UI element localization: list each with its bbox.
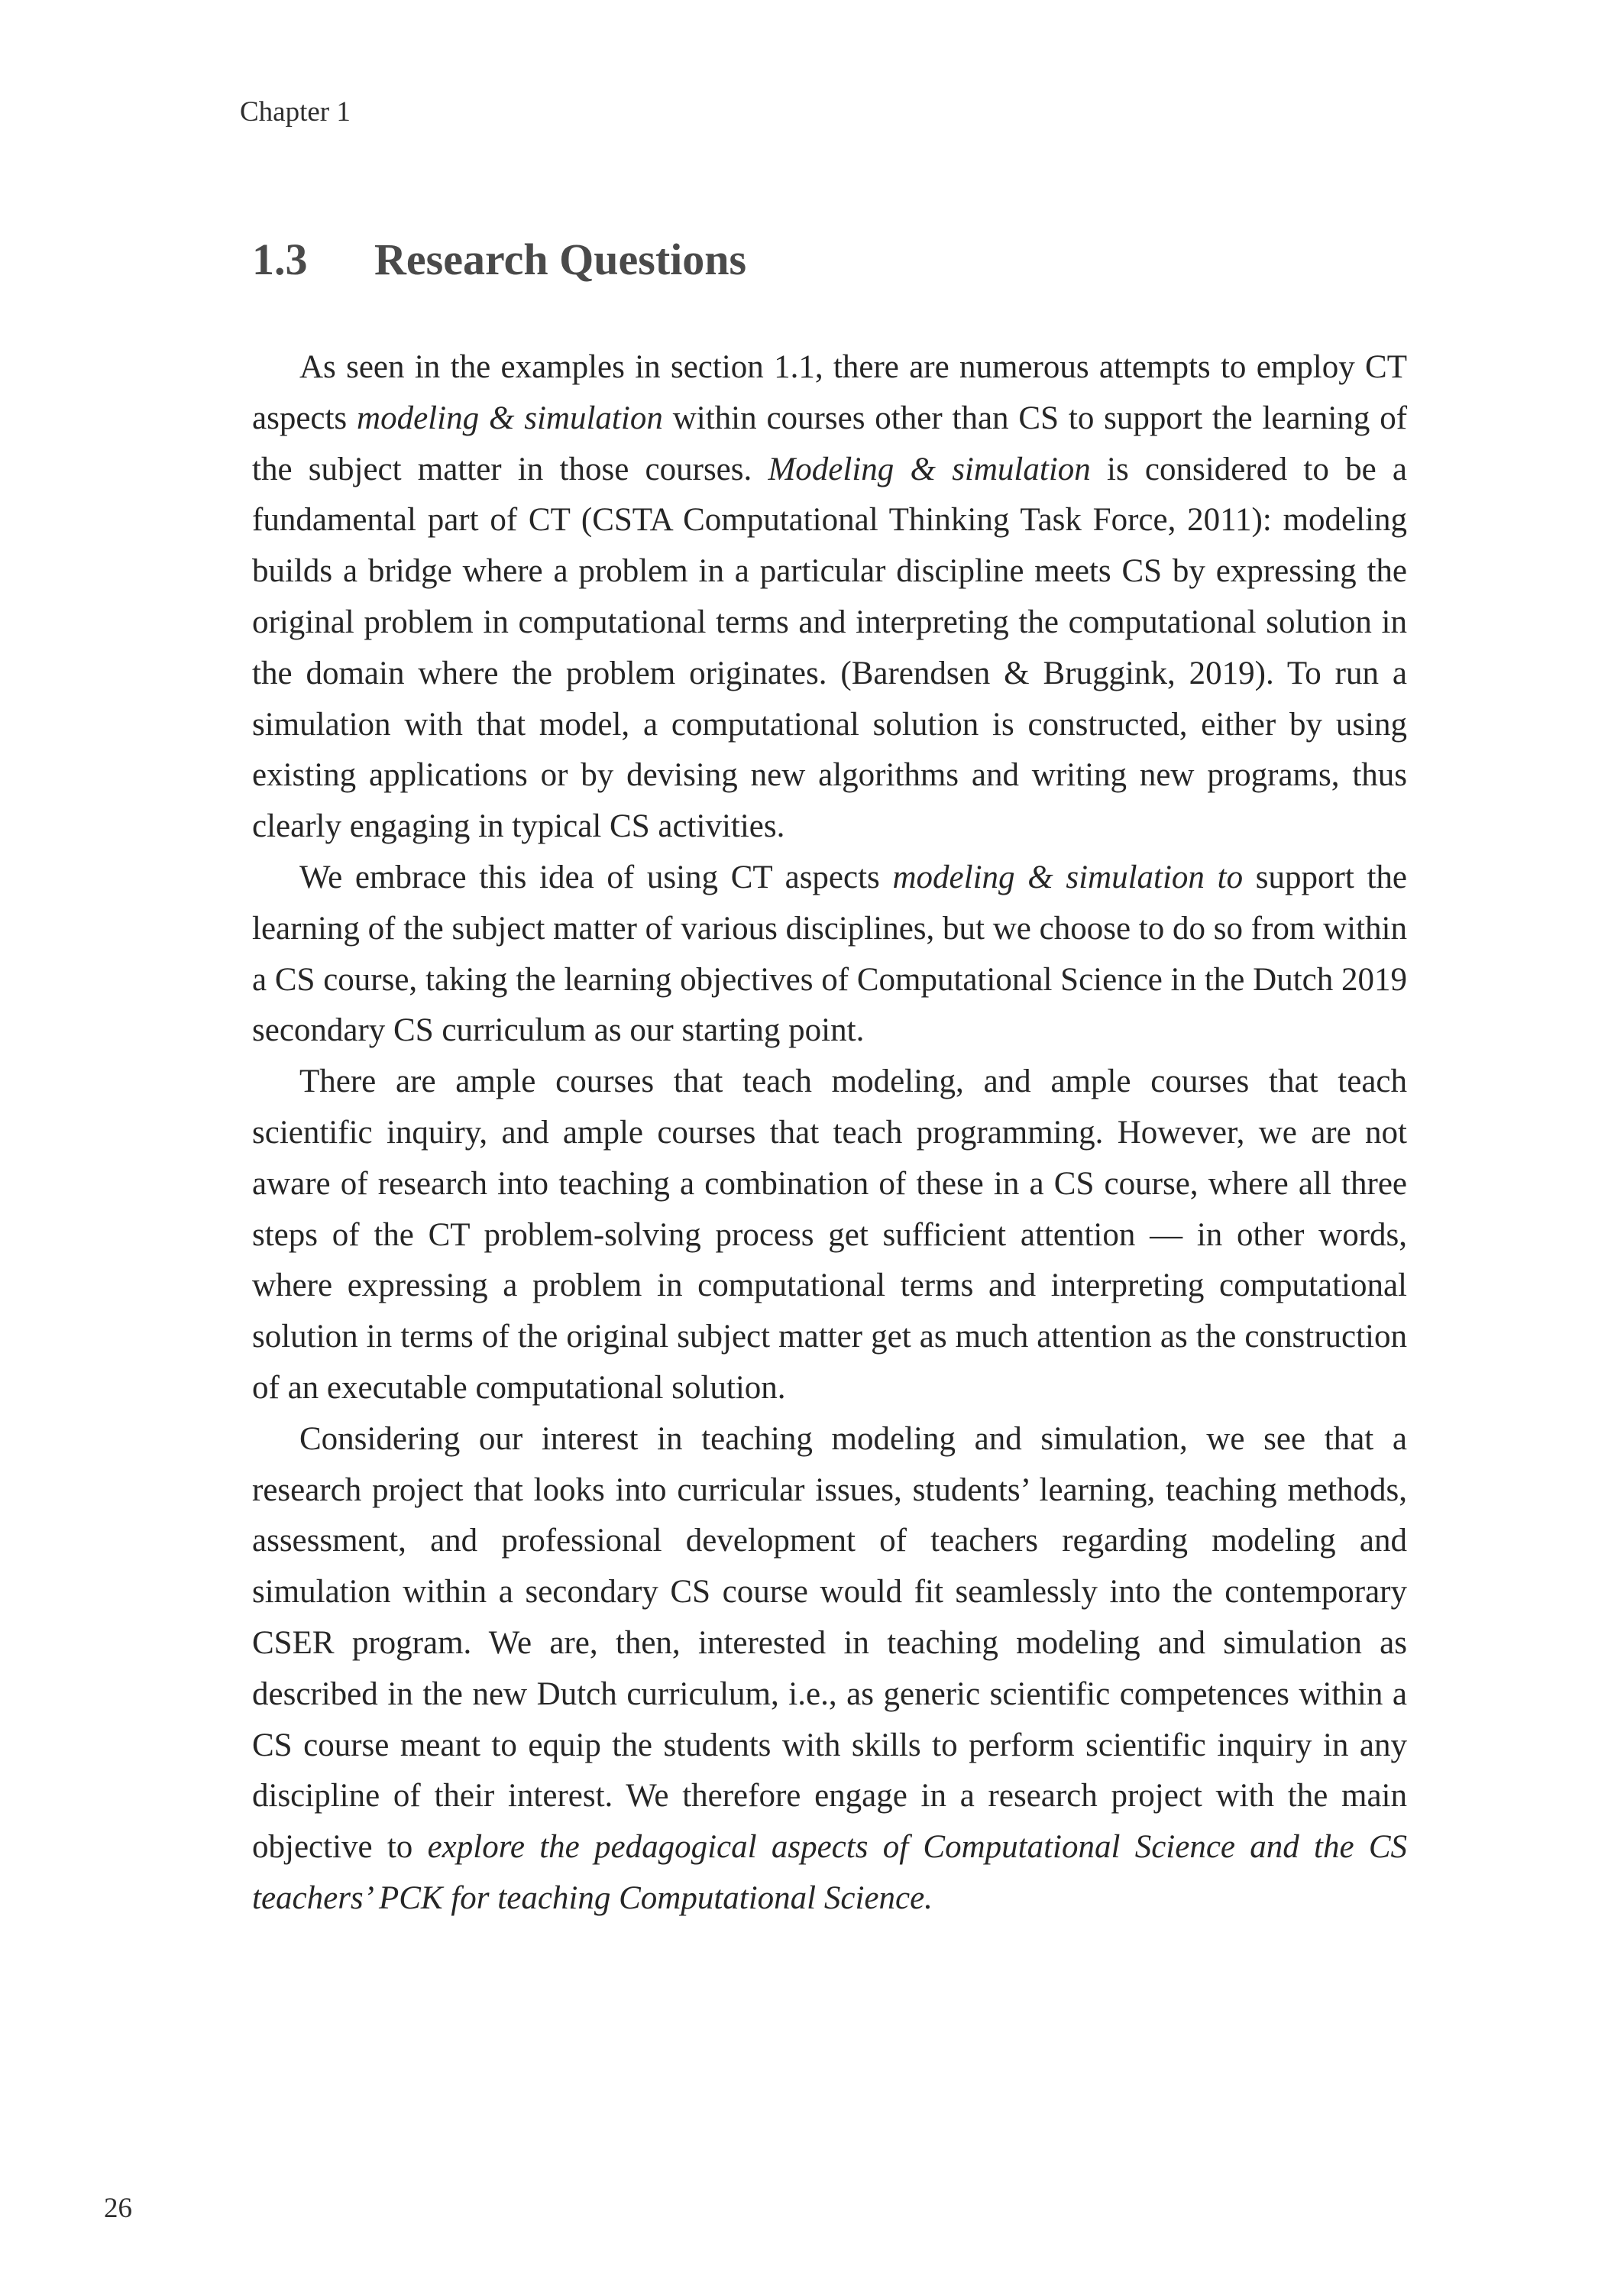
italic-segment: modeling & simulation [357,400,663,436]
italic-segment: explore the pedagogical aspects of Computational Science and the CS teachers’ PCK for teaching Computational Science. [252,1829,1408,1916]
italic-segment: modeling & simulation to [892,859,1244,895]
text-segment: There are ample courses that teach modeling, and ample courses that teach scientific inquiry, and ample courses that teach programming. However, we are not aware of research into teaching a combination of these in a CS course, where all three steps of the CT problem-solving process get sufficient attention — in other words, where expressing a problem in computational terms and interpreting computational solution in terms of the original subject matter get as much attention as the construction of an executable computational solution. [252,1063,1407,1406]
text-segment: As seen in the examples in section 1.1, there are numerous attempts to employ CT aspects [252,349,1407,436]
section-title: Research Questions [374,235,747,284]
section-number: 1.3 [252,235,308,284]
text-segment: is considered to be a fundamental part of CT (CSTA Computational Thinking Task Force, 2011): modeling builds a bridge where a problem in a particular discipline meets CS by expressing the original problem in computational terms and interpreting the computational solution in the domain where the problem originates. (Barendsen & Bruggink, 2019). To run a simulation with that model, a computational solution is constructed, either by using existing applications or by devising new algorithms and writing new programs, thus clearly engaging in typical CS activities. [252,451,1407,845]
text-segment: Considering our interest in teaching modeling and simulation, we see that a research project that looks into curricular issues, students’ learning, teaching methods, assessment, and professional development of teachers regarding modeling and simulation within a secondary CS course would fit seamlessly into the contemporary CSER program. We are, then, interested in teaching modeling and simulation as described in the new Dutch curriculum, i.e., as generic scientific competences within a CS course meant to equip the students with skills to perform scientific inquiry in any discipline of their interest. We therefore engage in a research project with the main objective to [252,1420,1407,1866]
body-text [252,342,1407,1925]
paragraph-1 [252,342,1407,853]
text-segment: We embrace this idea of using CT aspects [299,859,893,895]
paragraph-2 [252,853,1407,1057]
running-header: Chapter 1 [240,96,351,128]
text-segment: within courses other than CS to support the learning of the subject matter in those courses. [252,400,1408,487]
text-segment: support the learning of the subject matter of various disciplines, but we choose to do so from within a CS course, taking the learning objectives of Computational Science in the Dutch 2019 secondary CS curriculum as our starting point. [252,859,1407,1049]
paragraph-3 [252,1057,1407,1414]
section-heading [252,231,746,289]
page-number: 26 [104,2193,132,2224]
paragraph-4 [252,1414,1407,1925]
italic-segment: Modeling & simulation [768,451,1091,487]
